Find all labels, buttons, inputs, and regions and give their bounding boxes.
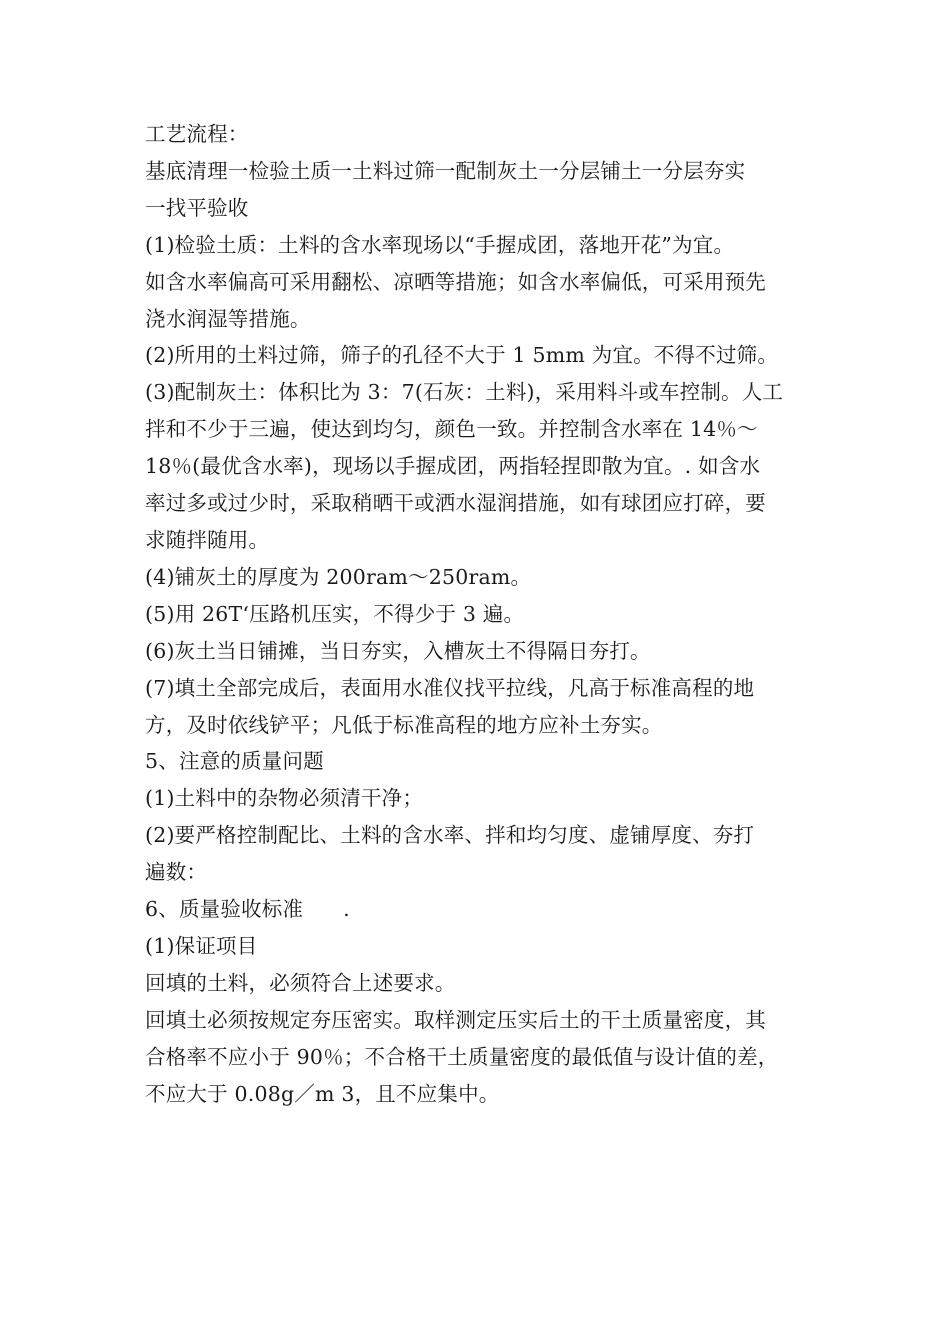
stray-mark: .	[343, 897, 350, 922]
process-heading: 工艺流程：	[145, 122, 249, 146]
step-6-line: (6)灰土当日铺摊，当日夯实，入槽灰土不得隔日夯打。	[145, 638, 651, 663]
quality-issue-2-line-2: 遍数：	[145, 860, 208, 885]
quality-issue-1: (1)土料中的杂物必须清干净；	[145, 786, 424, 811]
step-3-line-1: (3)配制灰土：体积比为 3：7(石灰：土料)，采用料斗或车控制。人工	[145, 380, 784, 405]
step-7-line-1: (7)填土全部完成后，表面用水准仪找平拉线，凡高于标准高程的地	[145, 675, 755, 700]
guarantee-item-2-line-2: 合格率不应小于 90％；不合格干土质量密度的最低值与设计值的差，	[145, 1044, 779, 1069]
step-3-line-5: 求随拌随用。	[145, 527, 270, 552]
guarantee-item-1: 回填的土料，必须符合上述要求。	[145, 970, 456, 995]
step-1-line-2: 如含水率偏高可采用翻松、凉晒等措施；如含水率偏低，可采用预先	[145, 269, 766, 294]
quality-issue-2-line-1: (2)要严格控制配比、土料的含水率、拌和均匀度、虚铺厚度、夯打	[145, 823, 755, 848]
step-1-line-3: 浇水润湿等措施。	[145, 306, 311, 331]
step-3-line-2: 拌和不少于三遍，使达到均匀，颜色一致。并控制含水率在 14％～	[145, 417, 758, 442]
step-7-line-2: 方，及时依线铲平；凡低于标准高程的地方应补土夯实。	[145, 712, 663, 737]
section-6-heading-row	[145, 891, 810, 928]
guarantee-item-2-line-3: 不应大于 0.08g／m 3，且不应集中。	[145, 1081, 500, 1106]
process-flow-line-1: 基底清理一检验土质一土料过筛一配制灰土一分层铺土一分层夯实	[145, 158, 746, 183]
section-6-heading: 6、质量验收标准	[145, 897, 304, 922]
step-5-line: (5)用 26T‘压路机压实，不得少于 3 遍。	[145, 601, 525, 626]
step-2-line: (2)所用的土料过筛，筛子的孔径不大于 1 5mm 为宜。不得不过筛。	[145, 343, 779, 368]
step-3-line-3: 18％(最优含水率)，现场以手握成团，两指轻捏即散为宜。. 如含水	[145, 454, 761, 479]
section-5-heading: 5、注意的质量问题	[145, 749, 324, 774]
process-flow-line-2: 一找平验收	[145, 195, 249, 220]
step-3-line-4: 率过多或过少时，采取稍晒干或洒水湿润措施，如有球团应打碎，要	[145, 491, 766, 516]
step-4-line: (4)铺灰土的厚度为 200ram～250ram。	[145, 564, 532, 589]
step-1-line-1: (1)检验土质：土料的含水率现场以“手握成团，落地开花”为宜。	[145, 232, 735, 257]
document-body	[145, 116, 810, 1112]
guarantee-items-heading: (1)保证项目	[145, 933, 258, 958]
guarantee-item-2-line-1: 回填土必须按规定夯压密实。取样测定压实后土的干土质量密度，其	[145, 1007, 766, 1032]
